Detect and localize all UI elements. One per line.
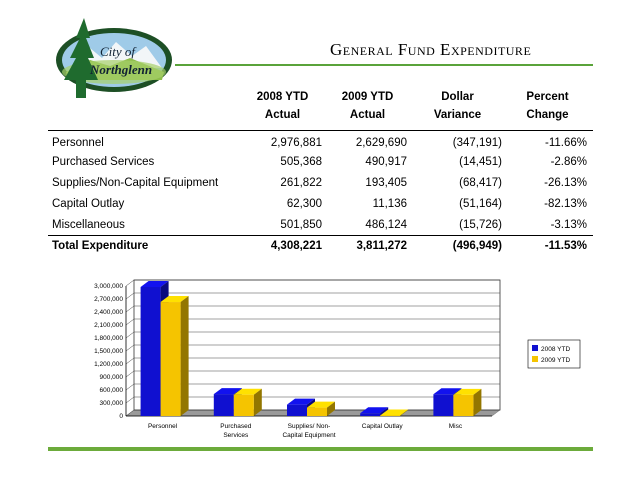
total-variance: (496,949) [413,236,508,257]
cell-2008: 261,822 [280,177,322,189]
cell-variance: (347,191) [452,137,502,150]
legend-swatch [532,345,538,351]
table-header-row-2 [48,106,593,131]
table-row [48,173,593,194]
bar [141,287,161,416]
total-2008: 4,308,221 [243,236,328,257]
cell-variance: (51,164) [459,198,502,210]
column-header-percent: Percent [526,91,569,103]
table-row [48,215,593,236]
legend-label: 2009 YTD [541,357,571,364]
legend-label: 2008 YTD [541,346,571,353]
gridline-depth [126,358,134,364]
cell-2008: 501,850 [280,218,322,231]
table-header-row [48,88,593,106]
x-tick-label: Capital Equipment [282,432,336,439]
table-row [48,194,593,215]
column-subheader-variance: Variance [413,106,508,131]
y-tick-label: 1,500,000 [94,348,123,355]
x-tick-label: Capital Outlay [361,423,403,430]
row-label: Capital Outlay [52,198,125,210]
bar-chart-svg [78,278,588,448]
y-tick-label: 600,000 [99,387,123,394]
y-tick-label: 2,400,000 [94,309,123,316]
gridline-depth [126,280,134,286]
bar [234,395,254,416]
column-header-2008: 2008 YTD [256,91,309,103]
cell-2008: 505,368 [280,156,322,168]
legend-swatch [532,356,538,362]
x-tick-label: Personnel [147,423,178,430]
gridline-depth [126,371,134,377]
x-tick-label: Misc [448,423,463,430]
bar [360,413,380,416]
footer-divider [48,447,593,451]
gridline-depth [126,332,134,338]
x-tick-label: Services [223,432,249,439]
y-tick-label: 900,000 [99,374,123,381]
row-label: Miscellaneous [52,218,125,231]
logo-text-northglenn: Northglenn [90,62,153,77]
x-tick-label: Purchased [220,423,252,430]
cell-2009: 193,405 [365,177,407,189]
bar-side [181,296,189,416]
column-subheader-percent: Change [508,106,593,131]
cell-percent: -3.13% [550,218,587,231]
column-subheader-2009: Actual [328,106,413,131]
cell-percent: -11.66% [545,137,587,150]
total-label: Total Expenditure [48,236,243,257]
cell-percent: -82.13% [544,198,587,210]
gridline-depth [126,397,134,403]
table-row [48,131,593,152]
cell-2008: 2,976,881 [270,137,322,150]
column-header-variance: Dollar [441,91,474,103]
y-tick-label: 0 [119,413,123,420]
y-tick-label: 1,800,000 [94,335,123,342]
cell-2008: 62,300 [286,198,322,210]
bar [433,394,453,416]
column-header-2009: 2009 YTD [341,91,394,103]
x-tick-label: Supplies/ Non- [287,423,331,430]
column-subheader-2008: Actual [243,106,328,131]
page-title: General Fund Expenditure [330,40,532,59]
total-percent: -11.53% [508,236,593,257]
logo-text-city: City of [100,44,136,59]
title-divider [175,64,593,66]
y-tick-label: 2,700,000 [94,296,123,303]
total-row [48,236,593,257]
row-label: Supplies/Non-Capital Equipment [52,177,219,189]
total-2009: 3,811,272 [328,236,413,257]
cell-variance: (68,417) [459,177,502,189]
y-tick-label: 3,000,000 [94,283,123,290]
bar [307,408,327,416]
cell-2009: 490,917 [365,156,407,168]
y-tick-label: 300,000 [99,400,123,407]
y-tick-label: 1,200,000 [94,361,123,368]
table-row [48,152,593,173]
cell-percent: -2.86% [550,156,587,168]
cell-percent: -26.13% [544,177,587,189]
cell-variance: (14,451) [459,156,502,168]
bar [161,302,181,416]
row-label: Purchased Services [52,156,155,168]
gridline-depth [126,345,134,351]
cell-2009: 2,629,690 [355,137,407,150]
gridline-depth [126,319,134,325]
cell-2009: 11,136 [372,198,407,210]
bar [214,394,234,416]
gridline-depth [126,293,134,299]
expenditure-table [48,88,593,257]
bar [287,405,307,416]
row-label: Personnel [52,137,104,150]
column-header [48,88,243,106]
bar [453,395,473,416]
bar [380,416,400,417]
y-tick-label: 2,100,000 [94,322,123,329]
cell-variance: (15,726) [459,218,502,231]
expenditure-chart [78,278,588,448]
cell-2009: 486,124 [365,218,407,231]
gridline-depth [126,384,134,390]
gridline-depth [126,306,134,312]
